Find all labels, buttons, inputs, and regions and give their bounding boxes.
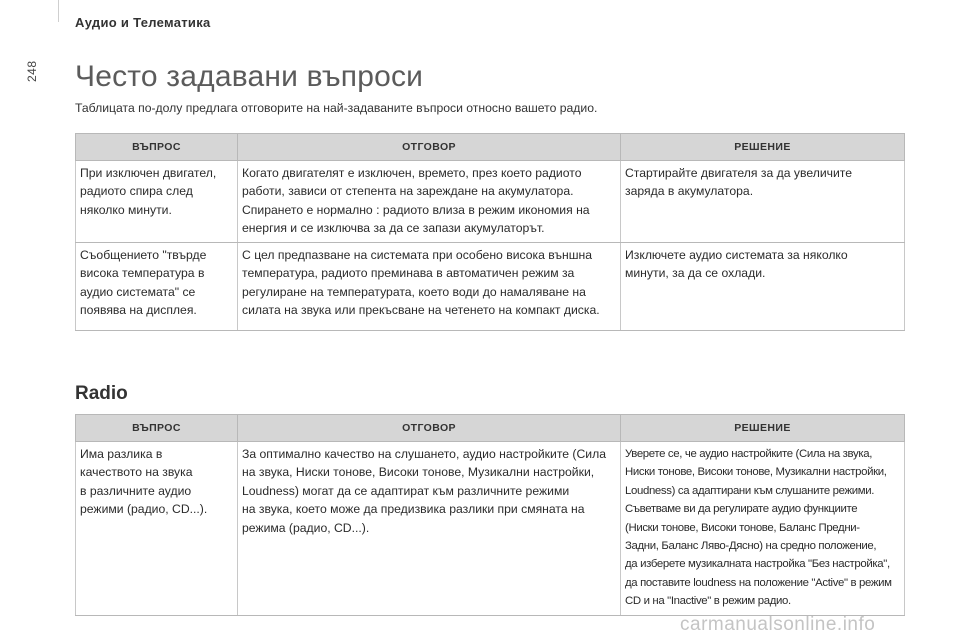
solution-cell <box>621 442 905 616</box>
text-line: енергия и се изключва за да се запази акумулаторът. <box>242 221 545 236</box>
intro-text: Таблицата по-долу предлага отговорите на най-задаваните въпроси относно вашето радио. <box>75 101 598 115</box>
table-header-row <box>76 134 905 161</box>
text-line: да поставите loudness на положение "Active" в режим <box>625 576 892 589</box>
column-header-answer: ОТГОВОР <box>238 134 621 161</box>
text-line: Има разлика в <box>80 447 163 461</box>
text-line: Loudness) са адаптирани към слушаните режими. <box>625 484 875 497</box>
text-line: При изключен двигател, <box>80 166 217 180</box>
text-line: Когато двигателят е изключен, времето, през което радиото <box>242 166 582 180</box>
text-line: С цел предпазване на системата при особено висока външна <box>242 248 592 262</box>
text-line: режима (радио, CD...). <box>242 520 370 535</box>
column-header-answer: ОТГОВОР <box>238 415 621 442</box>
text-line: Съветваме ви да регулирате аудио функциите <box>625 503 858 516</box>
text-line: температура, радиото преминава в автоматичен режим за <box>242 266 575 281</box>
text-line: появява на дисплея. <box>80 303 197 318</box>
text-line: Задни, Баланс Ляво-Дясно) на средно положение, <box>625 540 877 553</box>
solution-cell <box>621 161 905 243</box>
table-row <box>76 442 905 616</box>
text-line: Спирането е нормално : радиото влиза в режим икономия на <box>242 202 590 217</box>
faq-table-radio <box>75 414 905 616</box>
section-header: Аудио и Телематика <box>75 15 211 30</box>
faq-table-general <box>75 133 905 331</box>
question-cell <box>76 243 238 331</box>
text-line: да изберете музикалната настройка "Без настройка", <box>625 558 890 571</box>
answer-cell <box>238 161 621 243</box>
column-header-solution: РЕШЕНИЕ <box>621 415 905 442</box>
text-line: Съобщението "твърде <box>80 248 207 262</box>
text-line: на звука, Ниски тонове, Високи тонове, Музикални настройки, <box>242 465 595 480</box>
text-line: заряда в акумулатора. <box>625 184 754 199</box>
question-cell <box>76 442 238 616</box>
answer-cell <box>238 442 621 616</box>
text-line: (Ниски тонове, Високи тонове, Баланс Предни- <box>625 521 860 534</box>
text-line: на звука, което може да предизвика разлики при смяната на <box>242 502 585 517</box>
table-row <box>76 243 905 331</box>
text-line: аудио системата" се <box>80 284 196 299</box>
answer-cell <box>238 243 621 331</box>
table-row <box>76 161 905 243</box>
question-cell <box>76 161 238 243</box>
margin-divider <box>58 0 59 22</box>
column-header-question: ВЪПРОС <box>76 134 238 161</box>
text-line: Ниски тонове, Високи тонове, Музикални настройки, <box>625 466 887 479</box>
text-line: работи, зависи от степента на зареждане на акумулатора. <box>242 184 574 199</box>
text-line: регулиране на температурата, което води до намаляване на <box>242 284 586 299</box>
page-number: 248 <box>25 60 39 82</box>
text-line: няколко минути. <box>80 202 172 217</box>
table-header-row <box>76 415 905 442</box>
text-line: висока температура в <box>80 266 205 281</box>
text-line: Стартирайте двигателя за да увеличите <box>625 166 853 180</box>
text-line: радиото спира след <box>80 184 193 199</box>
text-line: CD и на "Inactive" в режим радио. <box>625 595 791 608</box>
text-line: За оптимално качество на слушането, аудио настройките (Сила <box>242 447 606 461</box>
text-line: качеството на звука <box>80 465 193 480</box>
text-line: Изключете аудио системата за няколко <box>625 248 848 262</box>
text-line: режими (радио, CD...). <box>80 502 208 517</box>
watermark-text: carmanualsonline.info <box>680 614 876 635</box>
radio-section-title: Radio <box>75 383 128 404</box>
solution-cell <box>621 243 905 331</box>
text-line: Уверете се, че аудио настройките (Сила на звука, <box>625 448 873 460</box>
text-line: минути, за да се охлади. <box>625 266 766 281</box>
text-line: Loudness) могат да се адаптират към различните режими <box>242 483 570 498</box>
page-title: Често задавани въпроси <box>75 60 424 93</box>
column-header-question: ВЪПРОС <box>76 415 238 442</box>
column-header-solution: РЕШЕНИЕ <box>621 134 905 161</box>
text-line: силата на звука или прекъсване на четенето на компакт диска. <box>242 303 600 318</box>
text-line: в различните аудио <box>80 483 192 498</box>
